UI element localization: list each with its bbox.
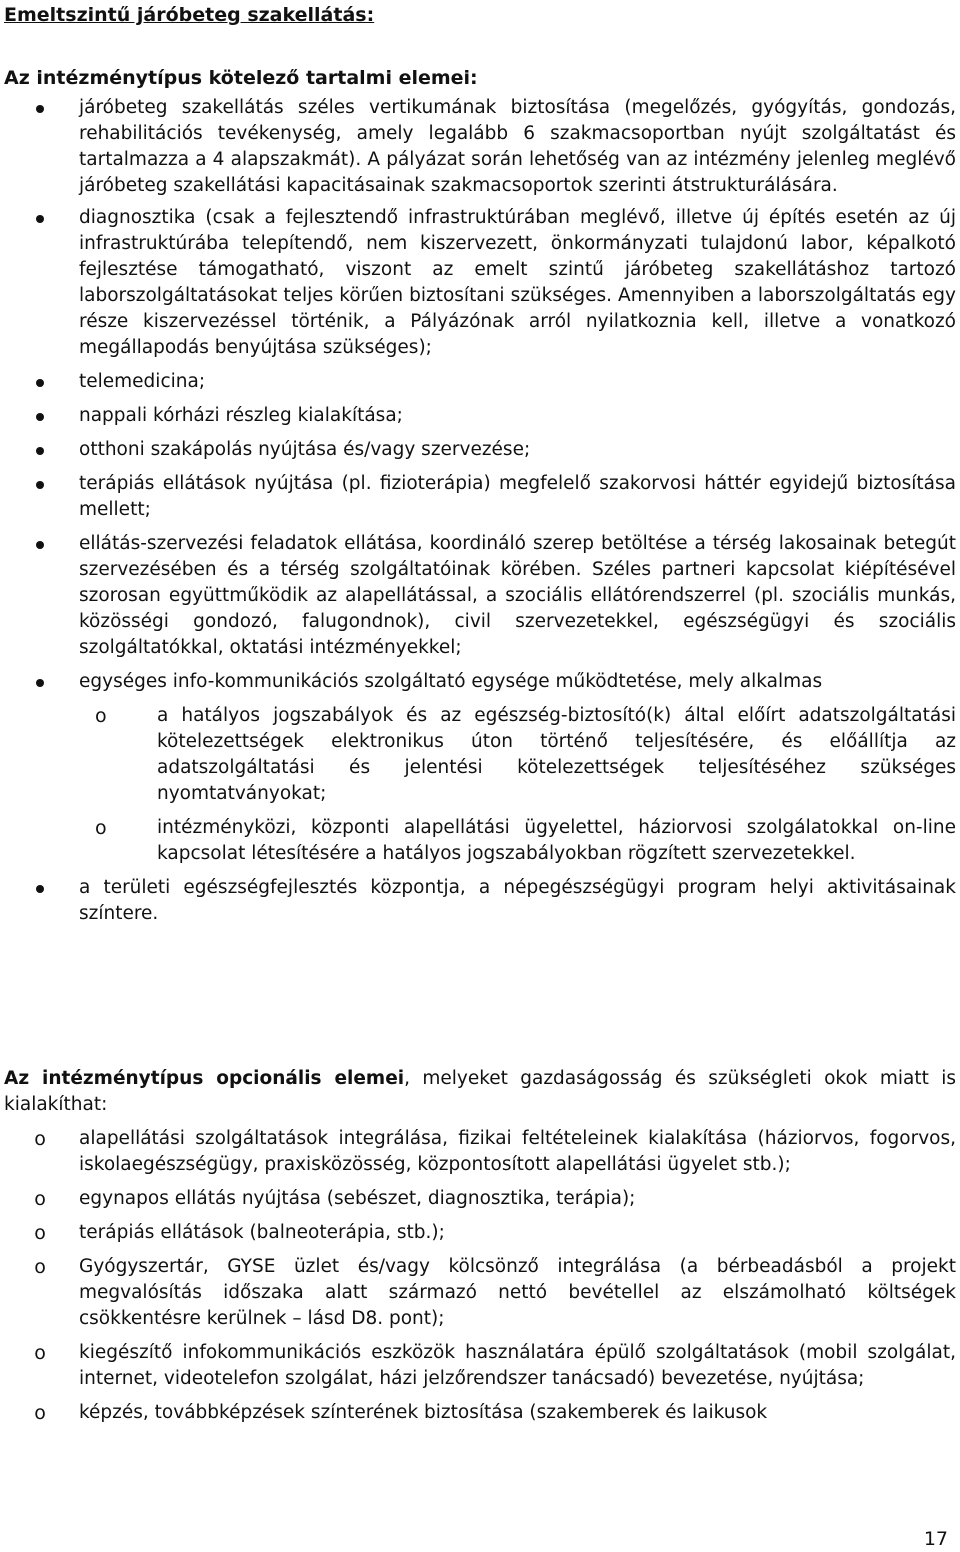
sub-list-item	[79, 703, 956, 807]
list-item	[4, 1126, 956, 1178]
bullet-icon	[28, 669, 52, 695]
list-item	[4, 1254, 956, 1332]
optional-heading-rest: , melyeket gazdaságosság és szükségleti okok miatt is kialakíthat:	[4, 1068, 956, 1115]
list-item	[4, 471, 956, 523]
list-item-text: terápiás ellátások nyújtása (pl. fizioterápia) megfelelő szakorvosi háttér egyidejű biztosítása mellett;	[79, 473, 956, 520]
optional-elements-heading	[4, 1066, 956, 1118]
sub-list	[79, 703, 956, 867]
circle-bullet-icon: o	[95, 817, 107, 839]
list-item-text: kiegészítő infokommunikációs eszközök használatára épülő szolgáltatások (mobil szolgálat, internet, videotelefon szolgálat, házi jelzőrendszer tanácsadó) bevezetése, nyújtása;	[79, 1342, 956, 1389]
list-item-text: terápiás ellátások (balneoterápia, stb.);	[79, 1222, 445, 1243]
optional-elements-list	[4, 1126, 956, 1432]
bullet-icon	[28, 95, 52, 121]
bullet-icon	[28, 369, 52, 395]
circle-bullet-icon: o	[34, 1256, 46, 1278]
list-item-text: alapellátási szolgáltatások integrálása, fizikai feltételeinek kialakítása (háziorvos, fogorvos, iskolaegészségügy, praxisközösség, központosított alapellátási ügyelet stb.);	[79, 1128, 956, 1175]
bullet-icon	[28, 403, 52, 429]
circle-bullet-icon: o	[34, 1188, 46, 1210]
circle-bullet-icon: o	[34, 1128, 46, 1150]
list-item	[4, 95, 956, 199]
circle-bullet-icon: o	[34, 1222, 46, 1244]
bullet-icon	[28, 437, 52, 463]
list-item-text: képzés, továbbképzések színterének biztosítása (szakemberek és laikusok	[79, 1402, 768, 1423]
bullet-icon	[28, 471, 52, 497]
sub-list-item-text: intézményközi, központi alapellátási ügyelettel, háziorvosi szolgálatokkal on-line kapcsolat létesítésére a hatályos jogszabályokban rögzített szervezetekkel.	[157, 817, 956, 864]
list-item	[4, 403, 956, 429]
list-item-text: telemedicina;	[79, 371, 206, 392]
list-item	[4, 1400, 956, 1426]
bullet-icon	[28, 875, 52, 901]
list-item	[4, 1340, 956, 1392]
sub-list-item	[79, 815, 956, 867]
list-item-text: diagnosztika (csak a fejlesztendő infrastruktúrában meglévő, illetve új építés esetén az új infrastruktúrába telepítendő, nem kiszervezett, önkormányzati tulajdonú labor, képalkotó fejlesztése támogatható, viszont az emelt szintű járóbeteg szakellátáshoz tartozó laborszolgáltatásokat teljes körűen biztosítani szükséges. Amennyiben a laborszolgáltatás egy része kiszervezéssel történik, a Pályázónak arról nyilatkoznia kell, illetve a vonatkozó megállapodás benyújtása szükséges);	[79, 207, 956, 358]
list-item	[4, 531, 956, 661]
list-item	[4, 437, 956, 463]
page-number: 17	[923, 1528, 948, 1550]
list-item-text: ellátás-szervezési feladatok ellátása, koordináló szerep betöltése a térség lakosainak betegút szervezésében és a térség szolgáltatóinak körében. Széles partneri kapcsolat kiépítésével szorosan együttműködik az alapellátással, a szociális ellátórendszerrel (pl. szociális munkás, közösségi gondozó, falugondnok), civil szervezetekkel, egészségügyi és szociális szolgáltatókkal, oktatási intézményekkel;	[79, 533, 956, 658]
bullet-icon	[28, 531, 52, 557]
list-item-text: otthoni szakápolás nyújtása és/vagy szervezése;	[79, 439, 531, 460]
list-item	[4, 1220, 956, 1246]
bullet-icon	[28, 205, 52, 231]
circle-bullet-icon: o	[34, 1342, 46, 1364]
list-item-text: a területi egészségfejlesztés központja, a népegészségügyi program helyi aktivitásainak színtere.	[79, 877, 956, 924]
list-item-text: járóbeteg szakellátás széles vertikumának biztosítása (megelőzés, gyógyítás, gondozás, rehabilitációs tevékenység, amely legalább 6 szakmacsoportban nyújt szolgáltatást és tartalmazza a 4 alapszakmát). A pályázat során lehetőség van az intézmény jelenleg meglévő járóbeteg szakellátási kapacitásainak szakmacsoportok szerinti átstrukturálására.	[79, 97, 956, 196]
mandatory-elements-heading: Az intézménytípus kötelező tartalmi elemei:	[4, 67, 478, 89]
circle-bullet-icon: o	[95, 705, 107, 727]
list-item	[4, 205, 956, 361]
list-item-text: egységes info-kommunikációs szolgáltató egysége működtetése, mely alkalmas	[79, 671, 823, 692]
list-item	[4, 875, 956, 927]
circle-bullet-icon: o	[34, 1402, 46, 1424]
list-item	[4, 1186, 956, 1212]
list-item	[4, 369, 956, 395]
sub-list-item-text: a hatályos jogszabályok és az egészség-biztosító(k) által előírt adatszolgáltatási kötelezettségek elektronikus úton történő teljesítésére, és előállítja az adatszolgáltatási és jelentési kötelezettségek teljesítéséhez szükséges nyomtatványokat;	[157, 705, 956, 804]
list-item-text: Gyógyszertár, GYSE üzlet és/vagy kölcsönző integrálása (a bérbeadásból a projekt megvalósítás időszaka alatt származó nettó bevétellel az elszámolható költségek csökkentésre kerülnek – lásd D8. pont);	[79, 1256, 956, 1329]
optional-heading-bold: Az intézménytípus opcionális elemei	[4, 1068, 405, 1089]
list-item-text: nappali kórházi részleg kialakítása;	[79, 405, 403, 426]
list-item-text: egynapos ellátás nyújtása (sebészet, diagnosztika, terápia);	[79, 1188, 636, 1209]
mandatory-elements-list	[4, 95, 956, 933]
list-item	[4, 669, 956, 867]
section-heading: Emeltszintű járóbeteg szakellátás:	[4, 4, 375, 26]
